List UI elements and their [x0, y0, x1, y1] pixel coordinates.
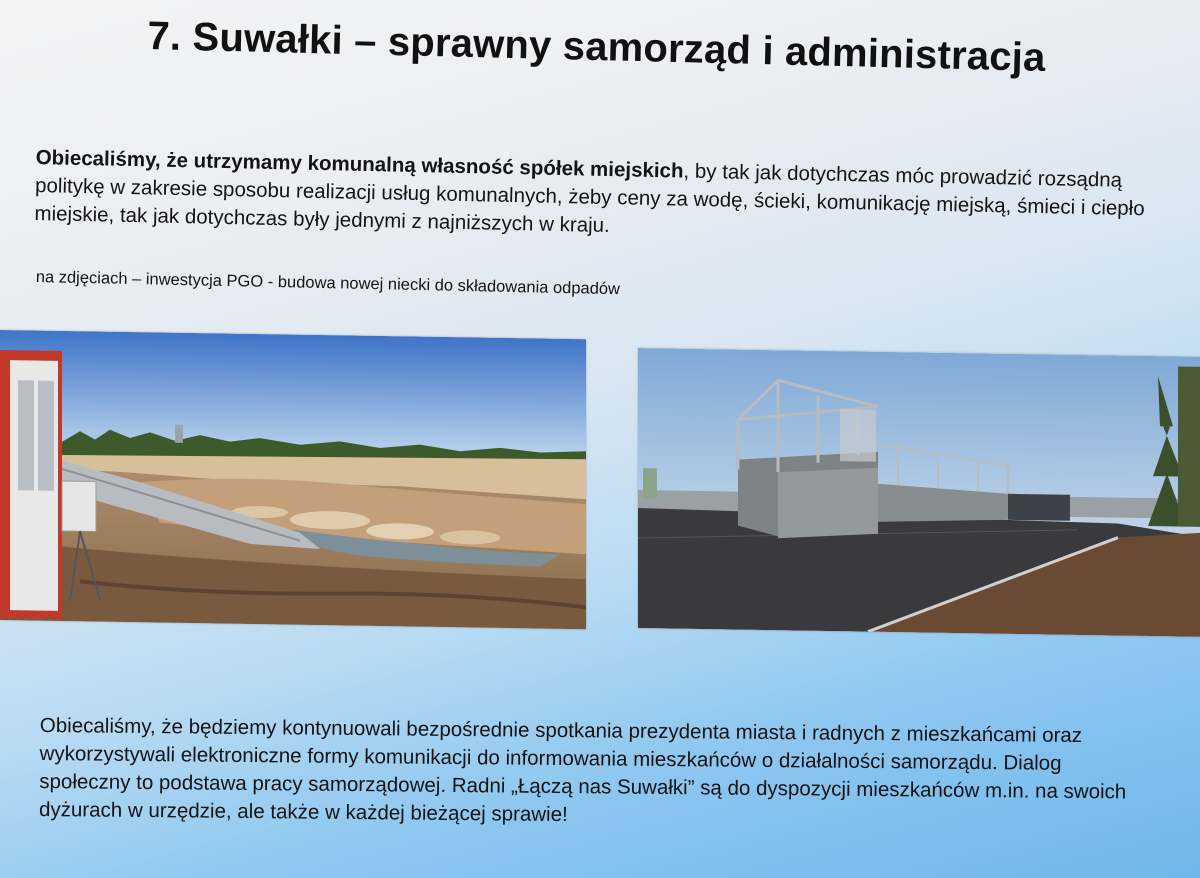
intro-paragraph: [34, 144, 1166, 252]
photo-concrete-structures: [638, 348, 1200, 637]
photo-landfill-excavation: [0, 330, 586, 629]
photo-caption: na zdjęciach – inwestycja PGO - budowa nowej niecki do składowania odpadów: [35, 268, 621, 299]
intro-paragraph-bold: Obiecaliśmy, że utrzymamy komunalną własność spółek miejskich: [35, 145, 684, 183]
slide-title: 7. Suwałki – sprawny samorząd i administracja: [146, 14, 1046, 80]
intro-paragraph-rest: , by tak jak dotychczas móc prowadzić rozsądną politykę w zakresie sposobu realizacji usług komunalnych, żeby ceny za wodę, ścieki, komunikację miejską, śmieci i ciepło miejskie, tak jak dotychczas były jednymi z najniższych w kraju.: [34, 159, 1145, 238]
landfill-excavation-image: [0, 330, 586, 629]
closing-paragraph: Obiecaliśmy, że będziemy kontynuowali bezpośrednie spotkania prezydenta miasta i radnych z mieszkańcami oraz wykorzystywali elektroniczne formy komunikacji do informowania mieszkańców o działalności samorządu. Dialog społeczny to podstawa pracy samorządowej. Radni „Łączą nas Suwałki” są do dyspozycji mieszkańców m.in. na swoich dyżurach w urzędzie, ale także w każdej bieżącej sprawie!: [38, 713, 1127, 827]
concrete-structures-image: [638, 348, 1200, 637]
